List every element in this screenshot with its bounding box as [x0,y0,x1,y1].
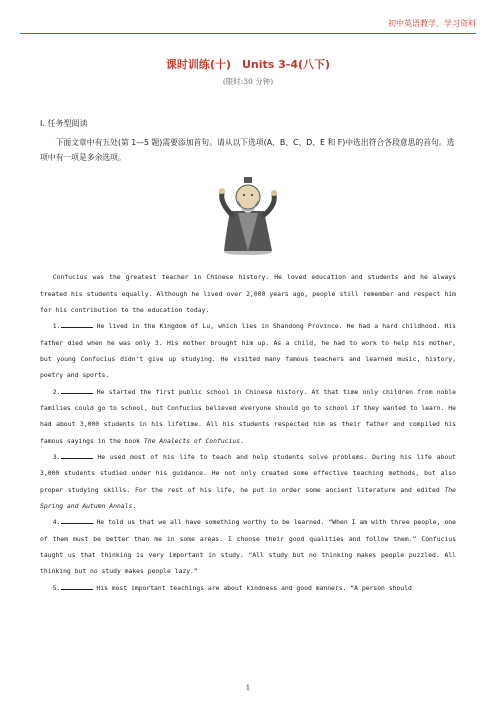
paragraph-end: . [132,502,137,510]
paragraph-text: His most important teachings are about kindness and good manners. “A person should [92,583,412,592]
confucius-illustration [40,173,456,255]
paragraph-1 [40,318,456,383]
page-title: 课时训练(十) Units 3-4(八下) [165,58,331,71]
paragraph-text: He told us that we all have something worthy to be learned. “When I am with three people, one of them must be better than me in some areas. I choose their good qualities and follow them.” Confucius taught us that thinking is very important in study. “All study but no thinking makes people puzzled. All thinking but no study makes people lazy.” [40,518,456,576]
answer-blank[interactable] [61,452,93,459]
paragraph-text: He used most of his life to teach and help students solve problems. During his life about 3,000 students studied under his guidance. He not only created some effective teaching methods, but also proper studying skills. For the rest of his life, he put in order some ancient literature and edited [40,453,456,494]
item-number: 3. [52,453,61,462]
paragraph-5 [40,580,456,596]
answer-blank[interactable] [61,387,93,394]
answer-blank[interactable] [61,321,93,328]
instructions: 下面文章中有五处(第 1—5 题)需要添加首句。请从以下选项(A、B、C、D、E 和 F)中选出符合各段意思的首句。选项中有一项是多余选项。 [40,138,455,163]
page-number: 1 [245,684,251,692]
answer-blank[interactable] [61,583,93,590]
section-heading: Ⅰ. 任务型阅读 [40,119,88,128]
paragraph-4 [40,514,456,579]
answer-blank[interactable] [61,517,93,524]
header-note: 初中英语教学、学习资料 [388,19,476,28]
book-title: The Analects of Confucius [143,436,241,445]
paragraph-3 [40,449,456,514]
item-number: 4. [52,518,61,527]
paragraph-end: . [240,436,244,445]
paragraph-text: He started the first public school in Chinese history. At that time only children from noble families could go to school, but Confucius believed everyone should go to school if they wanted to learn. He had about 3,000 students in his lifetime. All his students respected him as their father and compiled his famous sayings in the book [40,387,456,445]
paragraph-2 [40,384,456,449]
paragraph-text: He lived in the Kingdom of Lu, which lies in Shandong Province. He had a hard childhood. His father died when he was only 3. His mother brought him up. As a child, he had to work to help his mother, but young Confucius didn't give up studying. He visited many famous teachers and learned music, history, poetry and sports. [40,322,456,380]
time-limit: (限时:30 分钟) [222,77,274,86]
item-number: 2. [52,387,61,396]
item-number: 1. [52,322,61,331]
document-body [40,118,456,596]
item-number: 5. [52,583,61,592]
header-divider [20,33,476,34]
book-title: The Spring and Autumn Annals [40,485,456,510]
intro-paragraph: Confucius was the greatest teacher in Chinese history. He loved education and students and he always treated his students equally. Although he lived over 2,000 years ago, people still remember and respect him for his contribution to the education today. [40,273,456,315]
